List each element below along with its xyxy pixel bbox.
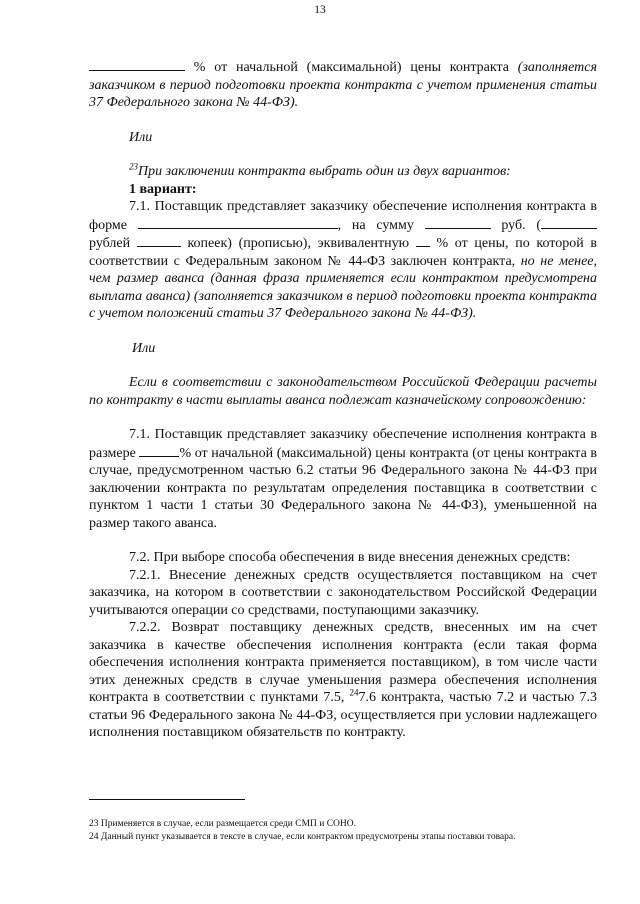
blank-field[interactable] [416,234,430,247]
paragraph-7-2-1: 7.2.1. Внесение денежных средств осуществляется поставщиком на счет заказчика, на котором в соответствии с законодательством Российской Федерации учитываются операции со средствами, поступающими заказчику. [89,567,597,618]
choice-instruction: $^{23}$При заключении контракта выбрать один из двух вариантов: [129,161,511,179]
blank-field[interactable] [425,216,491,229]
paragraph-7-1-variant-1: 7.1. Поставщик представляет заказчику обеспечение исполнения контракта в форме , на сумму руб. ( рублей копеек) (прописью), эквивалентную % от цены, по которой в соответствии с Федеральным законом № 44-ФЗ заключен контракта, но не менее, чем размер аванса (данная фраза применяется если контрактом предусмотрена выплата аванса) (заполняется заказчиком в период подготовки проекта контракта с учетом положений статьи 37 Федерального закона № 44-ФЗ). [89,199,597,321]
or-separator: Или [132,340,156,356]
footnote-separator [89,799,245,800]
page-number: 13 [314,4,326,16]
footnote-ref-24: 24 [349,687,359,698]
blank-field[interactable] [138,216,338,229]
paragraph-price-percent: % от начальной (максимальной) цены контракта (заполняется заказчиком в период подготовки проекта контракта с учетом применения статьи 37 Федерального закона № 44-ФЗ). [89,60,597,110]
variant-title: 1 вариант: [129,181,197,197]
blank-field[interactable] [139,444,179,457]
blank-field[interactable] [137,234,181,247]
blank-field[interactable] [541,216,597,229]
footnote-24: 24 Данный пункт указывается в тексте в случае, если контрактом предусмотрены этапы поставки товара. [89,832,516,842]
paragraph-7-2-2: 7.2.2. Возврат поставщику денежных средств, внесенных им на счет заказчика в качестве обеспечения исполнения контракта (если такая форма обеспечения исполнения контракта применяется поставщиком), в том числе части этих денежных средств в случае уменьшения размера обеспечения исполнения контракта в соответствии с пунктами 7.5, $^{24}$7.6 контракта, частью 7.2 и частью 7.3 статьи 96 Федерального закона № 44-ФЗ, осуществляется при условии надлежащего исполнения поставщиком обязательств по контракту. [89,620,597,740]
blank-field[interactable] [89,58,185,71]
treasury-note: Если в соответствии с законодательством Российской Федерации расчеты по контракту в части выплаты аванса подлежат казначейскому сопровождению: [89,375,597,408]
footnote-23: 23 Применяется в случае, если размещается среди СМП и СОНО. [89,819,357,829]
paragraph-7-1-variant-2: 7.1. Поставщик представляет заказчику обеспечение исполнения контракта в размере % от начальной (максимальной) цены контракта (от цены контракта в случае, предусмотренном частью 6.2 статьи 96 Федерального закона № 44-ФЗ при заключении контракта по результатам определения поставщика в соответствии с пунктом 1 части 1 статьи 30 Федерального закона № 44-ФЗ), уменьшенной на размер такого аванса. [89,427,597,531]
document-body [89,58,597,742]
footnote-ref-23: 23 [129,161,138,172]
or-separator: Или [129,129,153,145]
paragraph-7-2: 7.2. При выборе способа обеспечения в виде внесения денежных средств: [129,550,571,565]
